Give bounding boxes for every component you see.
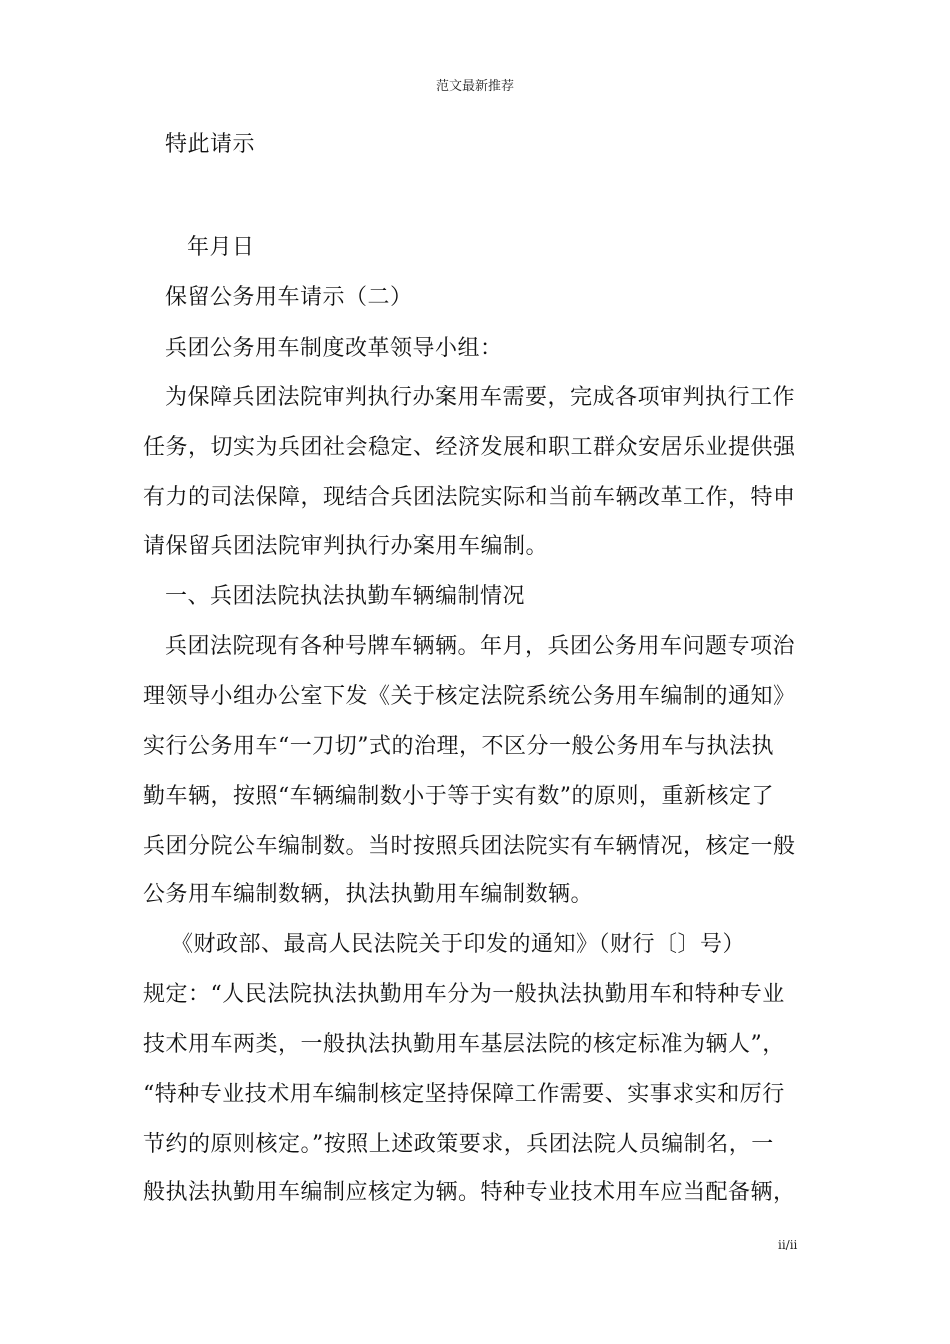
paragraph-line: 请保留兵团法院审判执行办案用车编制。 — [143, 534, 549, 559]
paragraph-line: 勤车辆，按照“车辆编制数小于等于实有数”的原则，重新核定了 — [143, 784, 774, 809]
paragraph-line: 公务用车编制数辆，执法执勤用车编制数辆。 — [143, 882, 594, 907]
paragraph-line: 规定：“人民法院执法执勤用车分为一般执法执勤用车和特种专业 — [143, 982, 785, 1007]
paragraph-line: 理领导小组办公室下发《关于核定法院系统公务用车编制的通知》 — [143, 684, 796, 709]
addressee: 兵团公务用车制度改革领导小组： — [165, 336, 503, 361]
heading-line: 一、兵团法院执法执勤车辆编制情况 — [165, 584, 526, 609]
paragraph-line: 为保障兵团法院审判执行办案用车需要，完成各项审判执行工作 — [165, 385, 796, 410]
page-number: ii/ii — [778, 1238, 798, 1252]
closing-line: 特此请示 — [165, 132, 256, 157]
page-header: 范文最新推荐 — [435, 79, 514, 94]
paragraph-line: 有力的司法保障，现结合兵团法院实际和当前车辆改革工作，特申 — [143, 485, 796, 510]
paragraph-line: 实行公务用车“一刀切”式的治理，不区分一般公务用车与执法执 — [143, 734, 774, 759]
paragraph-line: 兵团分院公车编制数。当时按照兵团法院实有车辆情况，核定一般 — [143, 834, 796, 859]
section-title: 保留公务用车请示（二） — [165, 285, 413, 310]
paragraph-line: 节约的原则核定。”按照上述政策要求，兵团法院人员编制名，一 — [143, 1132, 774, 1157]
paragraph-line: 兵团法院现有各种号牌车辆辆。年月，兵团公务用车问题专项治 — [165, 634, 796, 659]
paragraph-line: 《财政部、最高人民法院关于印发的通知》（财行〔〕号） — [171, 932, 746, 957]
date-line: 年月日 — [187, 235, 255, 260]
paragraph-line: 技术用车两类，一般执法执勤用车基层法院的核定标准为辆人”， — [143, 1032, 785, 1057]
paragraph-line: 任务，切实为兵团社会稳定、经济发展和职工群众安居乐业提供强 — [143, 435, 796, 460]
paragraph-line: 般执法执勤用车编制应核定为辆。特种专业技术用车应当配备辆， — [143, 1180, 796, 1205]
paragraph-line: “特种专业技术用车编制核定坚持保障工作需要、实事求实和厉行 — [143, 1082, 785, 1107]
